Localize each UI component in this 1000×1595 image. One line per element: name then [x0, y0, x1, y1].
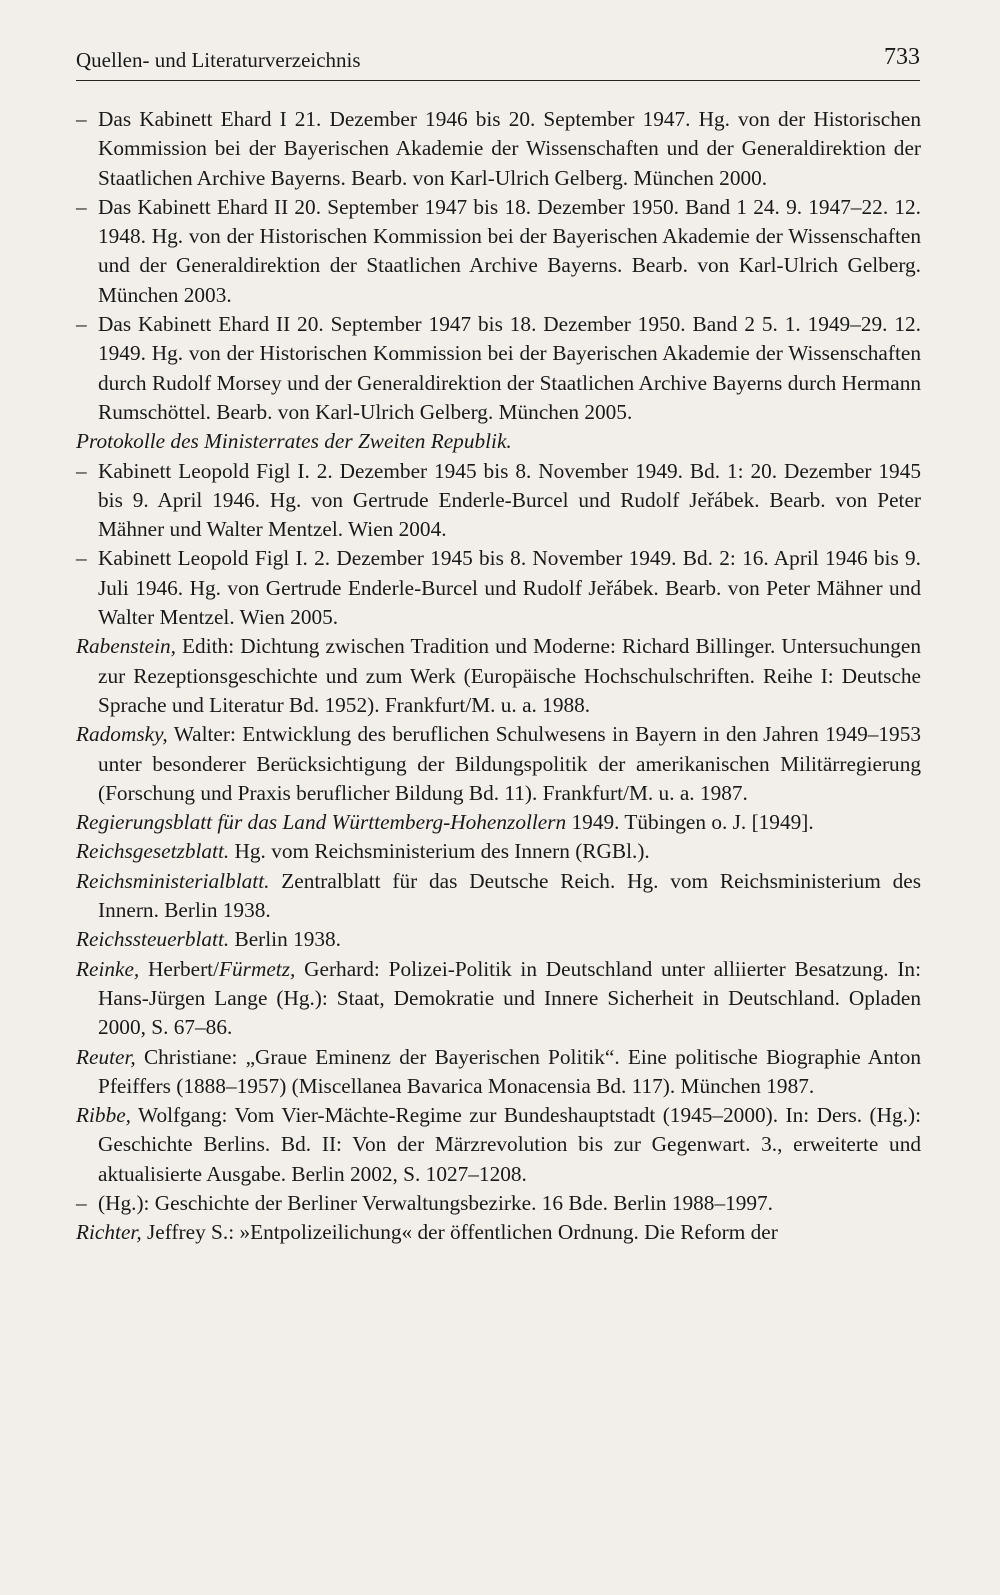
- entry-dash: –: [76, 1190, 87, 1215]
- bibliography-entry: [76, 1189, 921, 1218]
- entry-title-italic: Regierungsblatt für das Land Württemberg-Hohenzollern: [76, 810, 567, 835]
- running-title: Quellen- und Literaturverzeichnis: [76, 48, 361, 72]
- entry-dash: –: [76, 546, 87, 571]
- entry-coauthor: Fürmetz,: [219, 956, 296, 981]
- entry-text: Das Kabinett Ehard II 20. September 1947 bis 18. Dezember 1950. Band 2 5. 1. 1949–29. 12. 1949. Hg. von der Historischen Kommission bei der Bayerischen Akademie der Wissenschaften durch Rudolf Morsey und der Generaldirektion der Staatlichen Archive Bayerns durch Hermann Rumschöttel. Bearb. von Karl-Ulrich Gelberg. München 2005.: [98, 312, 921, 424]
- entry-author: Radomsky,: [76, 722, 168, 747]
- entry-title-italic: Reichsgesetzblatt.: [76, 839, 230, 864]
- entry-author: Reuter,: [76, 1044, 136, 1069]
- bibliography-entry: [76, 427, 921, 456]
- bibliography-entry: [76, 1218, 921, 1247]
- entry-author: Rabenstein,: [76, 634, 176, 659]
- entry-dash: –: [76, 458, 87, 483]
- bibliography-entry: [76, 720, 921, 808]
- entry-text: (Hg.): Geschichte der Berliner Verwaltungsbezirke. 16 Bde. Berlin 1988–1997.: [98, 1190, 774, 1215]
- entry-text: Das Kabinett Ehard I 21. Dezember 1946 bis 20. September 1947. Hg. von der Historischen Kommission bei der Bayerischen Akademie der Wissenschaften und der Generaldirektion der Staatlichen Archive Bayerns. Bearb. von Karl-Ulrich Gelberg. München 2000.: [98, 107, 921, 190]
- bibliography-list: [76, 105, 921, 1248]
- bibliography-entry: [76, 925, 921, 954]
- page-number: 733: [884, 44, 920, 70]
- entry-title-italic: Reichssteuerblatt.: [76, 927, 230, 952]
- bibliography-entry: [76, 808, 921, 837]
- bibliography-entry: [76, 632, 921, 720]
- entry-text-cont: Gerhard: Polizei-Politik in Deutschland unter alliierter Besatzung. In: Hans-Jürgen Lange (Hg.): Staat, Demokratie und Innere Sicherheit in Deutschland. Opladen 2000, S. 67–86.: [98, 956, 921, 1040]
- entry-text: Das Kabinett Ehard II 20. September 1947 bis 18. Dezember 1950. Band 1 24. 9. 1947–22. 12. 1948. Hg. von der Historischen Kommission bei der Bayerischen Akademie der Wissenschaften und der Generaldirektion der Staatlichen Archive Bayerns. Bearb. von Karl-Ulrich Gelberg. München 2003.: [98, 194, 921, 307]
- entry-title-italic: Protokolle des Ministerrates der Zweiten Republik.: [76, 429, 512, 454]
- entry-text: Kabinett Leopold Figl I. 2. Dezember 1945 bis 8. November 1949. Bd. 2: 16. April 1946 bis 9. Juli 1946. Hg. von Gertrude Enderle-Burcel und Rudolf Jeřábek. Bearb. von Peter Mähner und Walter Mentzel. Wien 2005.: [98, 546, 921, 630]
- bibliography-entry: [76, 105, 921, 193]
- entry-text: Zentralblatt für das Deutsche Reich. Hg. vom Reichsministerium des Innern. Berlin 1938.: [98, 868, 921, 923]
- entry-author: Reinke,: [76, 956, 140, 981]
- entry-author: Richter,: [76, 1220, 142, 1245]
- bibliography-entry: [76, 544, 921, 632]
- bibliography-entry: [76, 867, 921, 926]
- entry-text: Wolfgang: Vom Vier-Mächte-Regime zur Bundeshauptstadt (1945–2000). In: Ders. (Hg.): Geschichte Berlins. Bd. II: Von der Märzrevolution bis zur Gegenwart. 3., erweiterte und aktualisierte Ausgabe. Berlin 2002, S. 1027–1208.: [98, 1103, 921, 1186]
- bibliography-entry: [76, 1043, 921, 1102]
- entry-dash: –: [76, 194, 87, 219]
- bibliography-entry: [76, 457, 921, 545]
- entry-text: Edith: Dichtung zwischen Tradition und Moderne: Richard Billinger. Untersuchungen zur Rezeptionsgeschichte und zum Werk (Europäische Hochschulschriften. Reihe I: Deutsche Sprache und Literatur Bd. 1952). Frankfurt/M. u. a. 1988.: [98, 634, 921, 717]
- bibliography-entry: [76, 837, 921, 866]
- entry-text: Berlin 1938.: [229, 927, 341, 952]
- bibliography-entry: [76, 1101, 921, 1189]
- entry-author: Ribbe,: [76, 1103, 131, 1128]
- entry-dash: –: [76, 312, 87, 337]
- entry-title-italic: Reichsministerialblatt.: [76, 868, 270, 893]
- entry-text: Christiane: „Graue Eminenz der Bayerischen Politik“. Eine politische Biographie Anton Pfeiffers (1888–1957) (Miscellanea Bavarica Monacensia Bd. 117). München 1987.: [98, 1044, 921, 1098]
- entry-text: Kabinett Leopold Figl I. 2. Dezember 1945 bis 8. November 1949. Bd. 1: 20. Dezember 1945 bis 9. April 1946. Hg. von Gertrude Enderle-Burcel und Rudolf Jeřábek. Bearb. von Peter Mähner und Walter Mentzel. Wien 2004.: [98, 458, 921, 542]
- entry-dash: –: [76, 107, 87, 131]
- entry-text: Walter: Entwicklung des beruflichen Schulwesens in Bayern in den Jahren 1949–1953 unter besonderer Berücksichtigung der Bildungspolitik der amerikanischen Militärregierung (Forschung und Praxis beruflicher Bildung Bd. 11). Frankfurt/M. u. a. 1987.: [98, 722, 921, 805]
- entry-text: Herbert/: [139, 956, 220, 981]
- bibliography-entry: [76, 955, 921, 1043]
- entry-text: Jeffrey S.: »Entpolizeilichung« der öffentlichen Ordnung. Die Reform der: [141, 1220, 778, 1245]
- bibliography-entry: [76, 193, 921, 310]
- running-header: [76, 44, 920, 81]
- bibliography-entry: [76, 310, 921, 427]
- entry-text: Hg. vom Reichsministerium des Innern (RGBl.).: [229, 839, 650, 864]
- entry-text: 1949. Tübingen o. J. [1949].: [566, 810, 814, 835]
